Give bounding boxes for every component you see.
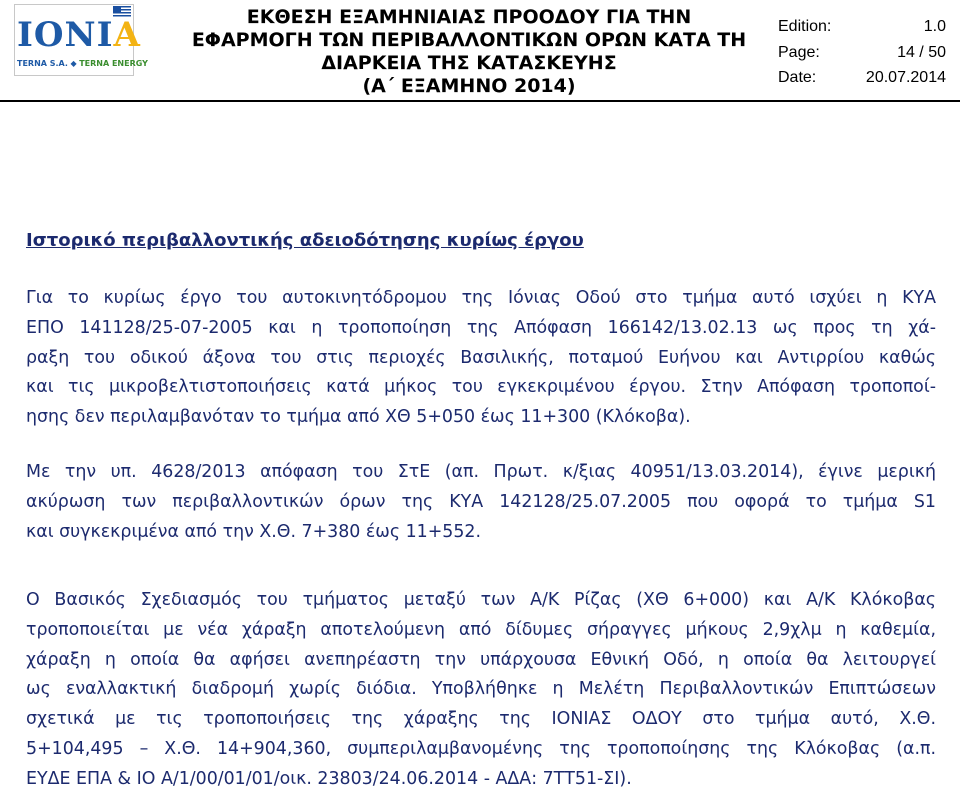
logo-sponsors: TERNA S.A. ◆ TERNA ENERGY bbox=[17, 59, 148, 68]
text-line: Ο Βασικός Σχεδιασμός του τμήματος μεταξύ των Α/Κ Ρίζας (ΧΘ 6+000) και Α/Κ Κλόκοβας bbox=[26, 590, 936, 610]
header-divider bbox=[0, 100, 960, 102]
edition-label: Edition: bbox=[778, 18, 832, 35]
ionia-logo bbox=[14, 4, 148, 76]
report-title-line: ΔΙΑΡΚΕΙΑ ΤΗΣ ΚΑΤΑΣΚΕΥΗΣ bbox=[321, 52, 617, 74]
date-row bbox=[778, 65, 950, 91]
paragraph-license-history bbox=[26, 284, 936, 433]
text-line: σχετικά με τις τροποποιήσεις της χάραξης της ΙΟΝΙΑΣ ΟΔΟΥ στο τμήμα αυτό, Χ.Θ. bbox=[26, 709, 936, 730]
page-value: 14 / 50 bbox=[897, 43, 946, 61]
date-value: 20.07.2014 bbox=[865, 69, 946, 86]
text-line: 5+104,495 – Χ.Θ. 14+904,360, συμπεριλαμβανομένης της τροποποίησης της Κλόκοβας (α.π. bbox=[26, 738, 936, 759]
text-line: ακύρωση των περιβαλλοντικών όρων της ΚΥΑ 142128/25.07.2005 που οφορά το τμήμα S1 bbox=[26, 491, 936, 512]
text-line: ραξη του οδικού άξονα του στις περιοχές Βασιλικής, ποταμού Ευήνου και Αντιρρίου καθώς bbox=[26, 347, 936, 368]
date-label: Date: bbox=[778, 69, 817, 86]
text-line: ησης δεν περιλαμβανόταν το τμήμα από ΧΘ 5+050 έως 11+300 (Κλόκοβα). bbox=[26, 407, 691, 428]
report-title-line: (Α΄ ΕΞΑΜΗΝΟ 2014) bbox=[362, 75, 576, 97]
text-line: και συγκεκριμένα από την Χ.Θ. 7+380 έως 11+552. bbox=[26, 521, 481, 542]
edition-value: 1.0 bbox=[923, 18, 946, 35]
text-line: Με την υπ. 4628/2013 απόφαση του ΣτΕ (απ. Πρωτ. κ/ξιας 40951/13.03.2014), έγινε μερική bbox=[26, 462, 936, 482]
report-title-line: ΕΦΑΡΜΟΓΗ ΤΩΝ ΠΕΡΙΒΑΛΛΟΝΤΙΚΩΝ ΟΡΩΝ ΚΑΤΑ ΤΗ bbox=[191, 29, 747, 51]
section-heading: Ιστορικό περιβαλλοντικής αδειοδότησης κυρίως έργου bbox=[26, 230, 584, 251]
edition-row bbox=[778, 14, 950, 40]
logo-sponsor-terna-energy: TERNA ENERGY bbox=[79, 59, 148, 68]
paragraph-basic-design bbox=[26, 586, 936, 795]
logo-wordmark-accent: A bbox=[113, 15, 141, 55]
text-line: τροποποιείται με νέα χάραξη αποτελούμενη από δίδυμες σήραγγες μήκους 2,9χλμ η καθεμία, bbox=[26, 619, 936, 640]
report-title-line: ΕΚΘΕΣΗ ΕΞΑΜΗΝΙΑΙΑΣ ΠΡΟΟΔΟΥ ΓΙΑ ΤΗΝ bbox=[246, 6, 692, 28]
document-header bbox=[0, 0, 960, 102]
document-meta bbox=[778, 14, 950, 91]
text-line: και τις μικροβελτιστοποιήσεις κατά μήκος του εγκεκριμένου έργου. Στην Απόφαση τροποποί- bbox=[26, 377, 936, 398]
logo-sponsor-terna: TERNA S.A. bbox=[17, 59, 68, 68]
text-line: Για το κυρίως έργο του αυτοκινητόδρομου της Ιόνιας Οδού στο τμήμα αυτό ισχύει η ΚΥΑ bbox=[26, 288, 936, 308]
page-label: Page: bbox=[778, 43, 820, 61]
logo-wordmark bbox=[17, 15, 141, 55]
text-line: χάραξη η οποία θα αφήσει ανεπηρέαστη την υπάρχουσα Εθνική Οδό, η οποία θα λειτουργεί bbox=[26, 649, 936, 670]
page-row bbox=[778, 40, 950, 66]
logo-wordmark-text: IONIA bbox=[17, 15, 141, 55]
text-line: ως εναλλακτική διαδρομή χωρίς διόδια. Υποβλήθηκε η Μελέτη Περιβαλλοντικών Επιπτώσεων bbox=[26, 679, 936, 700]
report-title bbox=[176, 6, 762, 98]
paragraph-court-decision bbox=[26, 458, 936, 547]
text-line: ΕΥΔΕ ΕΠΑ & ΙΟ Α/1/00/01/01/οικ. 23803/24.06.2014 - ΑΔΑ: 7ΤΤ51-ΣΙ). bbox=[26, 768, 632, 789]
text-line: ΕΠΟ 141128/25-07-2005 και η τροποποίηση της Απόφαση 166142/13.02.13 ως προς τη χά- bbox=[26, 317, 936, 338]
